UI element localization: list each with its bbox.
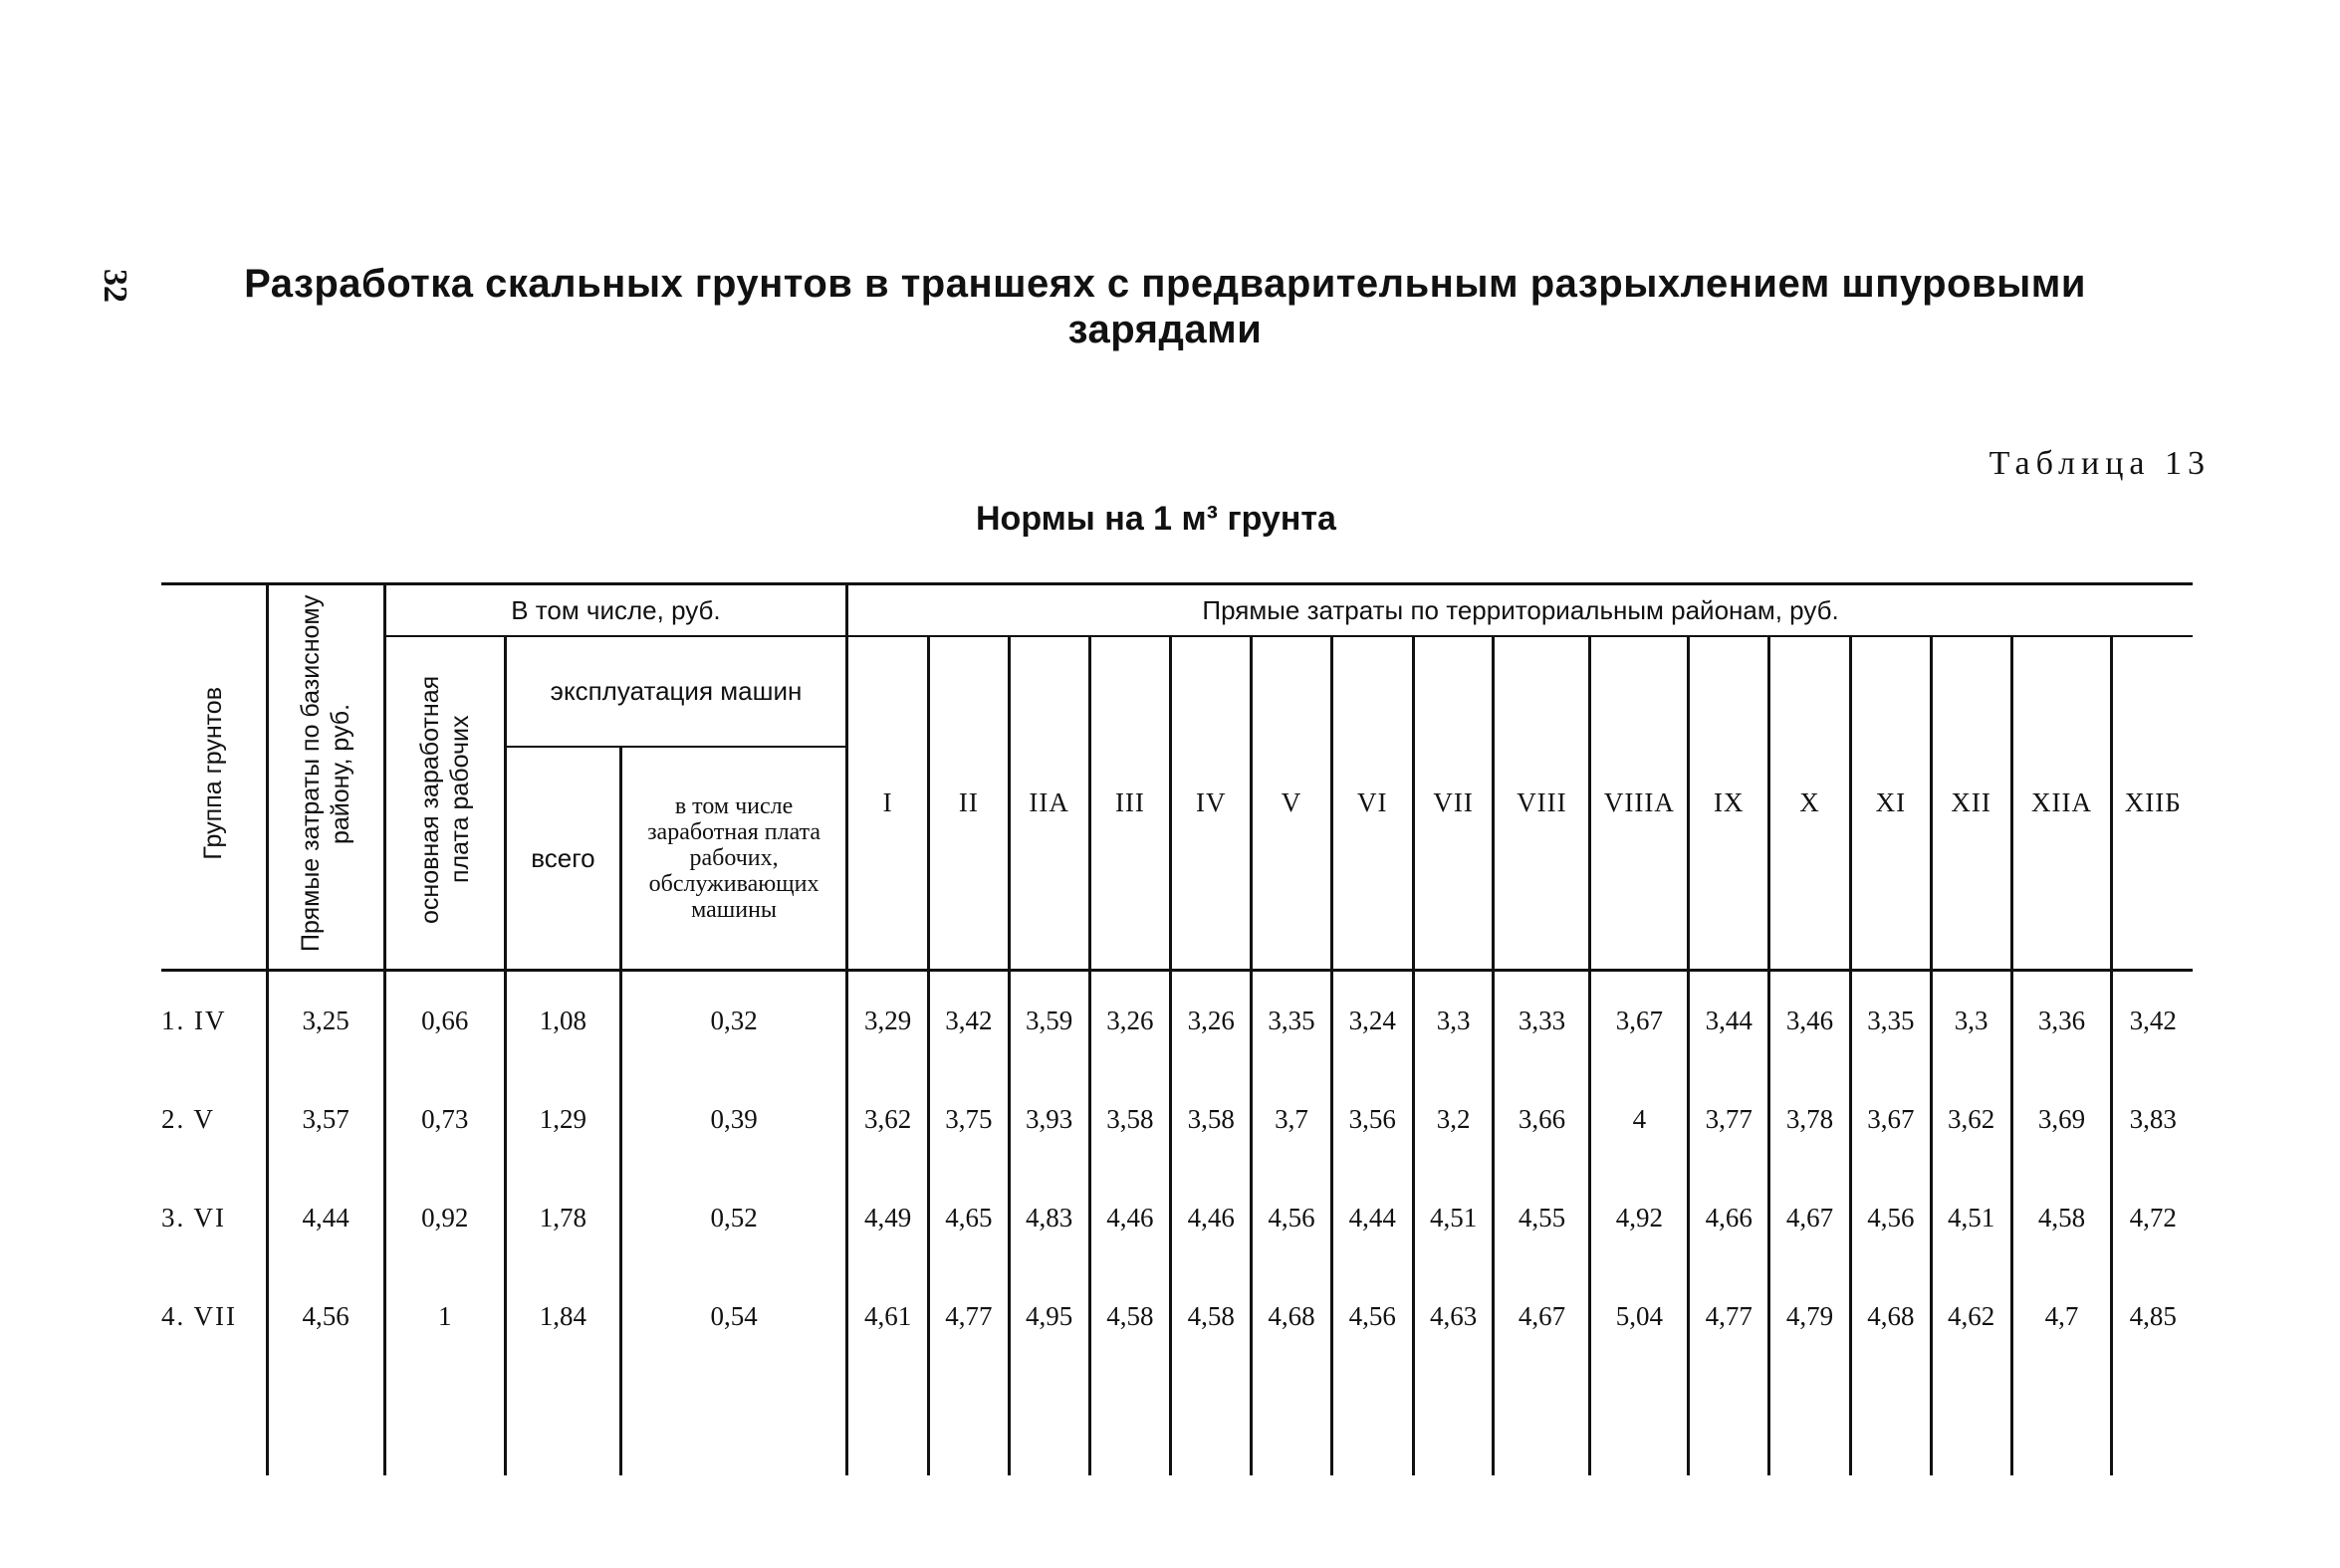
incl-header: В том числе, руб.: [384, 584, 847, 637]
district-header: IIА: [1009, 636, 1089, 971]
table-row: [161, 1366, 2193, 1475]
district-cell: 3,42: [928, 971, 1009, 1071]
district-header: III: [1089, 636, 1171, 971]
district-header: VII: [1413, 636, 1494, 971]
table-row: [161, 971, 2193, 1071]
district-header: XI: [1850, 636, 1931, 971]
district-cell: 4,49: [847, 1169, 929, 1267]
district-header: X: [1769, 636, 1851, 971]
district-cell: 3,93: [1009, 1070, 1089, 1169]
district-cell: 3,67: [1590, 971, 1689, 1071]
total-cell: 1,78: [505, 1169, 620, 1267]
district-cell: 3,62: [847, 1070, 929, 1169]
district-cell: 3,59: [1009, 971, 1089, 1071]
district-cell: 4,46: [1089, 1169, 1171, 1267]
district-cell: 4,83: [1009, 1169, 1089, 1267]
district-cell: 3,7: [1252, 1070, 1332, 1169]
district-cell: 4,55: [1494, 1169, 1590, 1267]
district-cell: 4,67: [1769, 1169, 1851, 1267]
district-header: XII: [1931, 636, 2011, 971]
total-header: всего: [505, 747, 620, 971]
district-cell: 4,77: [1689, 1267, 1769, 1366]
district-cell: 5,04: [1590, 1267, 1689, 1366]
district-header: XIIБ: [2112, 636, 2193, 971]
district-cell: 3,35: [1850, 971, 1931, 1071]
group-cell: 3. VI: [161, 1203, 227, 1232]
district-cell: 3,35: [1252, 971, 1332, 1071]
district-cell: 4,56: [1331, 1267, 1413, 1366]
district-cell: 3,29: [847, 971, 929, 1071]
norms-table: [161, 582, 2193, 1475]
district-cell: 4,65: [928, 1169, 1009, 1267]
districts-header: Прямые затраты по территориальным районам, руб.: [847, 584, 2193, 637]
table-row: [161, 1267, 2193, 1366]
base-cell: 4,44: [267, 1169, 384, 1267]
total-cell: 1,08: [505, 971, 620, 1071]
district-header: II: [928, 636, 1009, 971]
machine-wage-cell: 0,32: [620, 971, 846, 1071]
table-row: [161, 1169, 2193, 1267]
district-cell: 4,46: [1171, 1169, 1252, 1267]
district-cell: 3,42: [2112, 971, 2193, 1071]
district-cell: 4,67: [1494, 1267, 1590, 1366]
district-cell: 4,62: [1931, 1267, 2011, 1366]
machine-wage-cell: 0,52: [620, 1169, 846, 1267]
district-cell: 3,36: [2011, 971, 2112, 1071]
group-cell: 1. IV: [161, 1006, 227, 1035]
district-cell: 4,56: [1850, 1169, 1931, 1267]
district-cell: 3,44: [1689, 971, 1769, 1071]
direct-base-header: Прямые затраты по базисному району, руб.: [267, 584, 384, 971]
machine-wage-header: в том числе заработная плата рабочих, обслуживающих машины: [620, 747, 846, 971]
district-cell: 3,66: [1494, 1070, 1590, 1169]
district-cell: 3,58: [1089, 1070, 1171, 1169]
district-cell: 4,51: [1413, 1169, 1494, 1267]
district-cell: 4,72: [2112, 1169, 2193, 1267]
base-cell: 3,57: [267, 1070, 384, 1169]
district-cell: 4,95: [1009, 1267, 1089, 1366]
machine-wage-cell: 0,54: [620, 1267, 846, 1366]
wage-cell: 1: [384, 1267, 505, 1366]
district-cell: 4,61: [847, 1267, 929, 1366]
district-header: IV: [1171, 636, 1252, 971]
district-cell: 4,51: [1931, 1169, 2011, 1267]
document-title: Разработка скальных грунтов в траншеях с предварительным разрыхлением шпуровыми зарядами: [244, 262, 2086, 351]
district-cell: 3,2: [1413, 1070, 1494, 1169]
district-header: V: [1252, 636, 1332, 971]
district-header: I: [847, 636, 929, 971]
wage-header: основная заработная плата рабочих: [384, 636, 505, 971]
district-cell: 4,66: [1689, 1169, 1769, 1267]
table-row: [161, 1070, 2193, 1169]
table-label: Таблица 13: [1989, 445, 2211, 482]
district-cell: 3,26: [1089, 971, 1171, 1071]
district-cell: 4,63: [1413, 1267, 1494, 1366]
total-cell: 1,84: [505, 1267, 620, 1366]
wage-cell: 0,66: [384, 971, 505, 1071]
district-cell: 3,3: [1931, 971, 2011, 1071]
district-cell: 4,68: [1850, 1267, 1931, 1366]
district-cell: 3,56: [1331, 1070, 1413, 1169]
base-cell: 4,56: [267, 1267, 384, 1366]
district-cell: 3,78: [1769, 1070, 1851, 1169]
district-header: IX: [1689, 636, 1769, 971]
district-cell: 3,24: [1331, 971, 1413, 1071]
table-subtitle: Нормы на 1 м³ грунта: [976, 500, 1336, 538]
district-cell: 3,69: [2011, 1070, 2112, 1169]
district-cell: 3,58: [1171, 1070, 1252, 1169]
district-cell: 4,7: [2011, 1267, 2112, 1366]
district-header: VIII: [1494, 636, 1590, 971]
wage-cell: 0,92: [384, 1169, 505, 1267]
machine-wage-cell: 0,39: [620, 1070, 846, 1169]
district-cell: 4,68: [1252, 1267, 1332, 1366]
district-cell: 4,77: [928, 1267, 1009, 1366]
district-cell: 4,92: [1590, 1169, 1689, 1267]
district-cell: 4,85: [2112, 1267, 2193, 1366]
district-cell: 3,33: [1494, 971, 1590, 1071]
district-cell: 3,83: [2112, 1070, 2193, 1169]
machines-header: эксплуатация машин: [505, 636, 846, 747]
district-cell: 3,26: [1171, 971, 1252, 1071]
district-cell: 3,67: [1850, 1070, 1931, 1169]
group-header: Группа грунтов: [161, 584, 267, 971]
base-cell: 3,25: [267, 971, 384, 1071]
wage-cell: 0,73: [384, 1070, 505, 1169]
district-cell: 3,75: [928, 1070, 1009, 1169]
district-cell: 4,56: [1252, 1169, 1332, 1267]
total-cell: 1,29: [505, 1070, 620, 1169]
district-cell: 4,79: [1769, 1267, 1851, 1366]
district-cell: 4,44: [1331, 1169, 1413, 1267]
district-header: VIIIА: [1590, 636, 1689, 971]
district-cell: 4: [1590, 1070, 1689, 1169]
district-cell: 3,77: [1689, 1070, 1769, 1169]
page-number: 32: [97, 269, 133, 303]
district-header: XIIА: [2011, 636, 2112, 971]
district-cell: 4,58: [2011, 1169, 2112, 1267]
district-cell: 4,58: [1171, 1267, 1252, 1366]
district-cell: 3,62: [1931, 1070, 2011, 1169]
district-cell: 3,3: [1413, 971, 1494, 1071]
district-header: VI: [1331, 636, 1413, 971]
group-cell: 4. VII: [161, 1301, 237, 1331]
district-cell: 3,46: [1769, 971, 1851, 1071]
district-cell: 4,58: [1089, 1267, 1171, 1366]
group-cell: 2. V: [161, 1104, 216, 1134]
